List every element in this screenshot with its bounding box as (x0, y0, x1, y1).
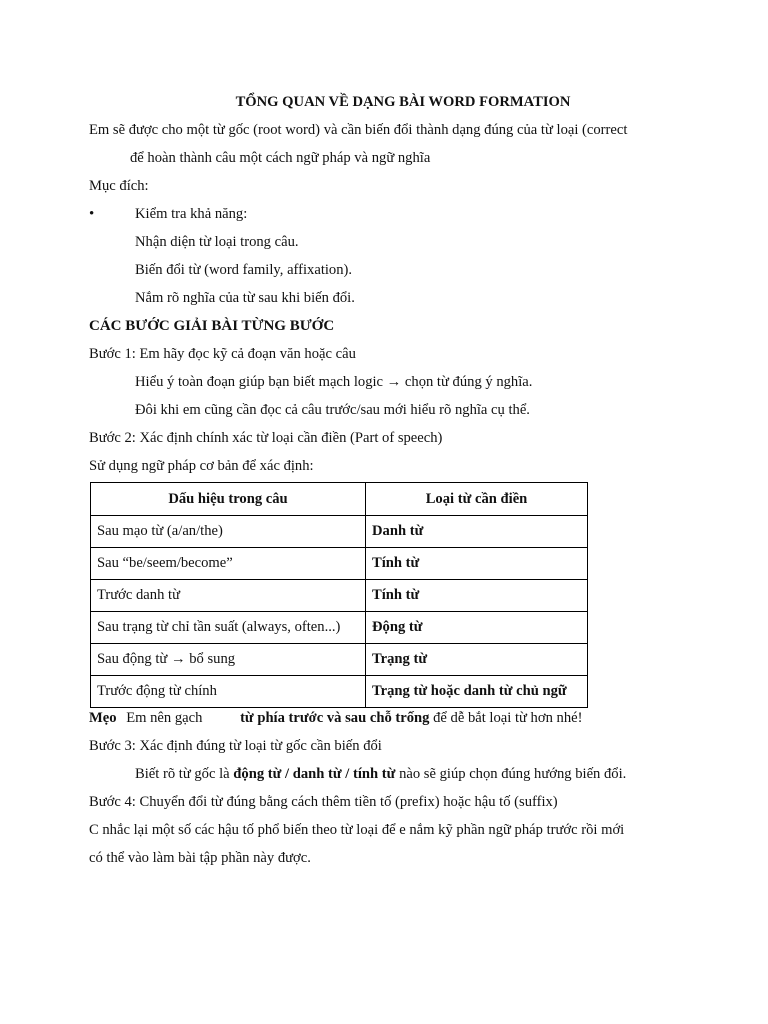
step-3-text: Biết rõ từ gốc là (135, 766, 230, 782)
table-row (91, 580, 588, 612)
document-title: TỔNG QUAN VỀ DẠNG BÀI WORD FORMATION (235, 94, 571, 110)
tip-text: Em nên gạch (126, 710, 203, 726)
table-cell: Sau “be/seem/become” (91, 548, 366, 580)
table-cell: Danh từ (366, 516, 588, 548)
table-cell: Sau trạng từ chỉ tần suất (always, often...) (91, 612, 366, 644)
closing-line-1: C nhắc lại một số các hậu tố phổ biến theo từ loại để e nắm kỹ phần ngữ pháp trước rồi mới (89, 822, 625, 838)
table-row (91, 516, 588, 548)
purpose-item: Nhận diện từ loại trong câu. (135, 234, 299, 250)
step-2-detail: Sử dụng ngữ pháp cơ bản để xác định: (89, 458, 314, 474)
word-type-table (90, 482, 588, 708)
table-row (91, 548, 588, 580)
table-row (91, 676, 588, 708)
tip-line (89, 708, 582, 728)
purpose-item: Nắm rõ nghĩa của từ sau khi biến đổi. (135, 290, 355, 306)
table-row (91, 612, 588, 644)
table-cell: Trước danh từ (91, 580, 366, 612)
step-3-detail (135, 764, 626, 784)
table-header-row (91, 483, 588, 516)
table-cell: Tính từ (366, 548, 588, 580)
bullet-dot: • (89, 206, 95, 222)
closing-line-2: có thể vào làm bài tập phần này được. (89, 850, 311, 866)
tip-emphasis: từ phía trước và sau chỗ trống (240, 710, 430, 726)
table-header: Loại từ cần điền (366, 483, 588, 516)
table-cell: Sau động từ → bổ sung (91, 644, 366, 676)
purpose-item: Kiểm tra khả năng: (135, 206, 248, 222)
section-heading: CÁC BƯỚC GIẢI BÀI TỪNG BƯỚC (89, 318, 335, 334)
intro-line-1: Em sẽ được cho một từ gốc (root word) và cần biến đổi thành dạng đúng của từ loại (correct (89, 122, 628, 138)
purpose-item: Biến đổi từ (word family, affixation). (135, 262, 353, 278)
intro-line-2: để hoàn thành câu một cách ngữ pháp và ngữ nghĩa (130, 150, 431, 166)
step-2: Bước 2: Xác định chính xác từ loại cần điền (Part of speech) (89, 430, 443, 446)
step-3-text: nào sẽ giúp chọn đúng hướng biến đổi. (399, 766, 627, 782)
table-row (91, 644, 588, 676)
tip-text: để dễ bắt loại từ hơn nhé! (433, 710, 583, 726)
table-header: Dấu hiệu trong câu (91, 483, 366, 516)
step-3-emphasis: động từ / danh từ / tính từ (233, 766, 396, 782)
tip-label: Mẹo (89, 710, 117, 726)
purpose-label: Mục đích: (89, 178, 149, 194)
step-1-detail: Đôi khi em cũng cần đọc cả câu trước/sau mới hiểu rõ nghĩa cụ thể. (135, 402, 530, 418)
table-cell: Tính từ (366, 580, 588, 612)
step-3: Bước 3: Xác định đúng từ loại từ gốc cần biến đổi (89, 738, 382, 754)
step-4: Bước 4: Chuyển đổi từ đúng bằng cách thêm tiền tố (prefix) hoặc hậu tố (suffix) (89, 794, 558, 810)
table-cell: Trạng từ (366, 644, 588, 676)
table-cell: Sau mạo từ (a/an/the) (91, 516, 366, 548)
table-cell: Trạng từ hoặc danh từ chủ ngữ (366, 676, 588, 708)
table-cell: Động từ (366, 612, 588, 644)
step-1-detail: Hiểu ý toàn đoạn giúp bạn biết mạch logic → chọn từ đúng ý nghĩa. (135, 374, 533, 390)
step-1: Bước 1: Em hãy đọc kỹ cả đoạn văn hoặc câu (89, 346, 356, 362)
table-cell: Trước động từ chính (91, 676, 366, 708)
